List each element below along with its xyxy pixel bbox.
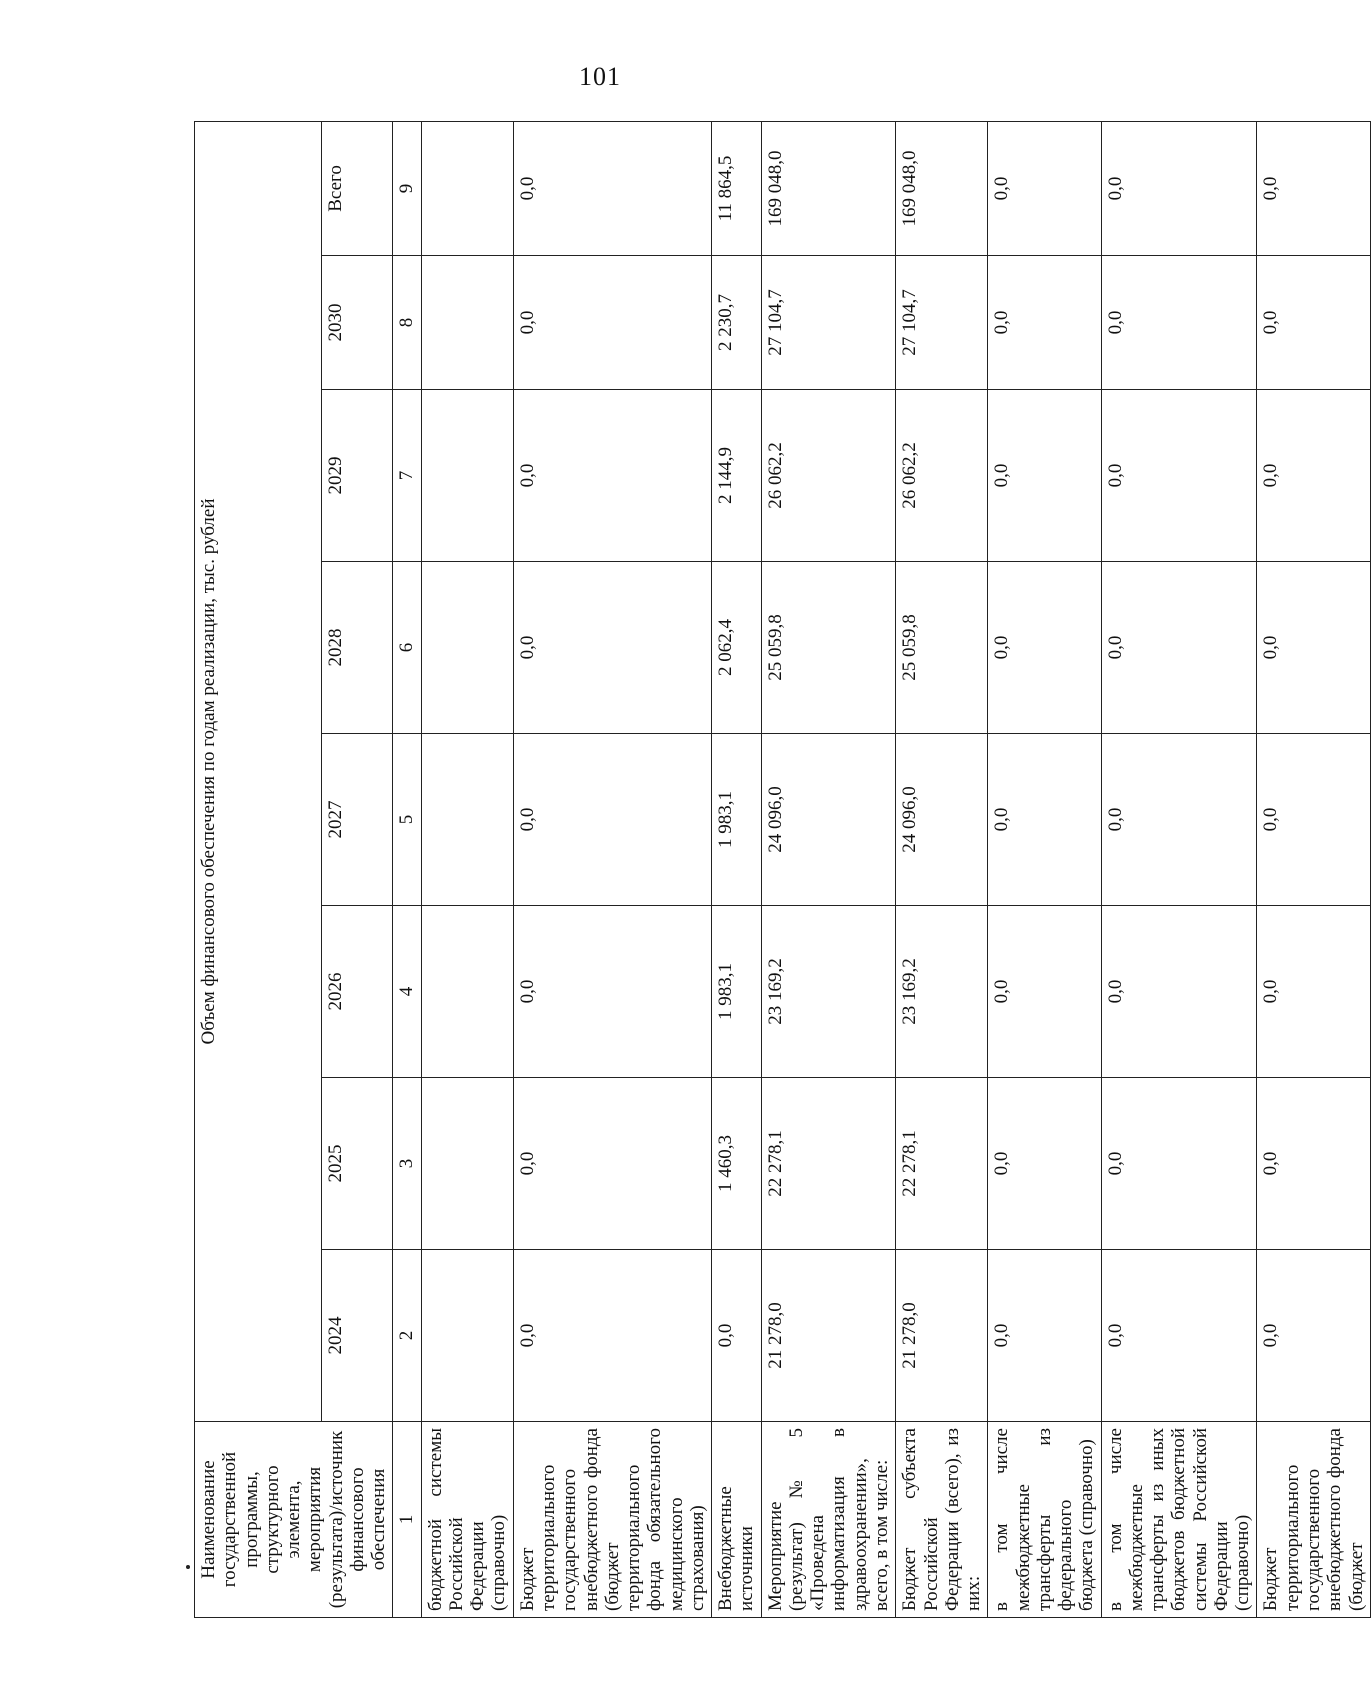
value-cell: 2 230,7 <box>712 256 762 390</box>
row-name: в том числе межбюджетные трансферты из иных бюджетов бюджетной системы Российской Федерации (справочно) <box>1101 1422 1257 1618</box>
value-cell: 0,0 <box>988 1250 1101 1422</box>
row-name: Бюджет территориального государственного внебюджетного фонда (бюджет территориального фонда обязательного медицинского страхования) <box>513 1422 711 1618</box>
value-cell: 0,0 <box>988 390 1101 562</box>
value-cell: 0,0 <box>1257 906 1370 1078</box>
value-cell: 0,0 <box>988 562 1101 734</box>
value-cell <box>421 734 513 906</box>
row-name: Мероприятие (результат) № 5 «Проведена информатизация в здравоохранении», всего, в том числе: <box>761 1422 896 1618</box>
value-cell: 25 059,8 <box>761 562 896 734</box>
value-cell: 24 096,0 <box>896 734 988 906</box>
value-cell: 169 048,0 <box>896 121 988 255</box>
value-cell: 0,0 <box>712 1250 762 1422</box>
header-year: 2025 <box>322 1078 393 1250</box>
column-number: 8 <box>393 256 421 390</box>
value-cell <box>421 256 513 390</box>
value-cell: 21 278,0 <box>896 1250 988 1422</box>
value-cell: 26 062,2 <box>761 390 896 562</box>
value-cell: 27 104,7 <box>896 256 988 390</box>
value-cell: 0,0 <box>1257 562 1370 734</box>
value-cell: 0,0 <box>1101 734 1257 906</box>
value-cell: 1 460,3 <box>712 1078 762 1250</box>
value-cell: 22 278,1 <box>761 1078 896 1250</box>
header-total: Всего <box>322 121 393 255</box>
value-cell: 0,0 <box>988 256 1101 390</box>
row-name: в том числе межбюджетные трансферты из федерального бюджета (справочно) <box>988 1422 1101 1618</box>
value-cell: 24 096,0 <box>761 734 896 906</box>
column-number: 6 <box>393 562 421 734</box>
value-cell: 0,0 <box>988 121 1101 255</box>
header-year: 2030 <box>322 256 393 390</box>
value-cell: 0,0 <box>513 562 711 734</box>
value-cell: 0,0 <box>1257 1250 1370 1422</box>
value-cell: 0,0 <box>513 390 711 562</box>
header-year: 2024 <box>322 1250 393 1422</box>
value-cell: 0,0 <box>513 121 711 255</box>
value-cell: 1 983,1 <box>712 906 762 1078</box>
value-cell <box>421 906 513 1078</box>
value-cell <box>421 1078 513 1250</box>
value-cell <box>421 390 513 562</box>
table-row <box>988 121 1101 1617</box>
value-cell: 0,0 <box>513 906 711 1078</box>
value-cell: 0,0 <box>513 256 711 390</box>
table-row <box>761 121 896 1617</box>
value-cell: 0,0 <box>1257 734 1370 906</box>
header-year: 2026 <box>322 906 393 1078</box>
header-name-column: Наименование государственной программы, структурного элемента, мероприятия (результата)/источник финансового обеспечения <box>195 1422 393 1618</box>
row-name: бюджетной системы Российской Федерации (справочно) <box>421 1422 513 1618</box>
value-cell: 0,0 <box>1101 562 1257 734</box>
value-cell <box>421 121 513 255</box>
value-cell: 1 983,1 <box>712 734 762 906</box>
row-name: Внебюджетные источники <box>712 1422 762 1618</box>
value-cell: 0,0 <box>1101 390 1257 562</box>
row-name: Бюджет территориального государственного внебюджетного фонда (бюджет <box>1257 1422 1370 1618</box>
value-cell: 0,0 <box>513 734 711 906</box>
column-number: 3 <box>393 1078 421 1250</box>
header-year: 2027 <box>322 734 393 906</box>
table-row <box>712 121 762 1617</box>
value-cell: 0,0 <box>1101 1250 1257 1422</box>
rotated-table-wrapper <box>194 122 1367 1618</box>
value-cell: 0,0 <box>1101 121 1257 255</box>
value-cell <box>421 1250 513 1422</box>
table-row <box>513 121 711 1617</box>
value-cell: 27 104,7 <box>761 256 896 390</box>
value-cell: 0,0 <box>1257 256 1370 390</box>
page-number: 101 <box>579 62 621 91</box>
table-row <box>896 121 988 1617</box>
financing-table <box>194 121 1371 1618</box>
value-cell: 0,0 <box>1257 1078 1370 1250</box>
value-cell: 0,0 <box>1257 121 1370 255</box>
value-cell: 2 144,9 <box>712 390 762 562</box>
value-cell: 0,0 <box>988 734 1101 906</box>
value-cell: 0,0 <box>988 1078 1101 1250</box>
column-number: 4 <box>393 906 421 1078</box>
scan-dot <box>186 1565 190 1569</box>
header-year: 2029 <box>322 390 393 562</box>
value-cell: 0,0 <box>513 1078 711 1250</box>
value-cell: 0,0 <box>1101 1078 1257 1250</box>
column-number: 2 <box>393 1250 421 1422</box>
value-cell: 0,0 <box>1257 390 1370 562</box>
value-cell: 22 278,1 <box>896 1078 988 1250</box>
value-cell: 23 169,2 <box>896 906 988 1078</box>
value-cell: 0,0 <box>1101 906 1257 1078</box>
value-cell: 21 278,0 <box>761 1250 896 1422</box>
column-number: 9 <box>393 121 421 255</box>
table-row <box>1101 121 1257 1617</box>
value-cell: 169 048,0 <box>761 121 896 255</box>
column-number: 7 <box>393 390 421 562</box>
row-name: Бюджет субъекта Российской Федерации (всего), из них: <box>896 1422 988 1618</box>
table-row <box>421 121 513 1617</box>
value-cell: 0,0 <box>513 1250 711 1422</box>
value-cell <box>421 562 513 734</box>
table-row <box>1257 121 1370 1617</box>
value-cell: 25 059,8 <box>896 562 988 734</box>
value-cell: 0,0 <box>988 906 1101 1078</box>
value-cell: 26 062,2 <box>896 390 988 562</box>
header-volume-title: Объем финансового обеспечения по годам реализации, тыс. рублей <box>195 121 322 1421</box>
value-cell: 0,0 <box>1101 256 1257 390</box>
header-year: 2028 <box>322 562 393 734</box>
column-number: 5 <box>393 734 421 906</box>
value-cell: 23 169,2 <box>761 906 896 1078</box>
value-cell: 2 062,4 <box>712 562 762 734</box>
column-number: 1 <box>393 1422 421 1618</box>
value-cell: 11 864,5 <box>712 121 762 255</box>
